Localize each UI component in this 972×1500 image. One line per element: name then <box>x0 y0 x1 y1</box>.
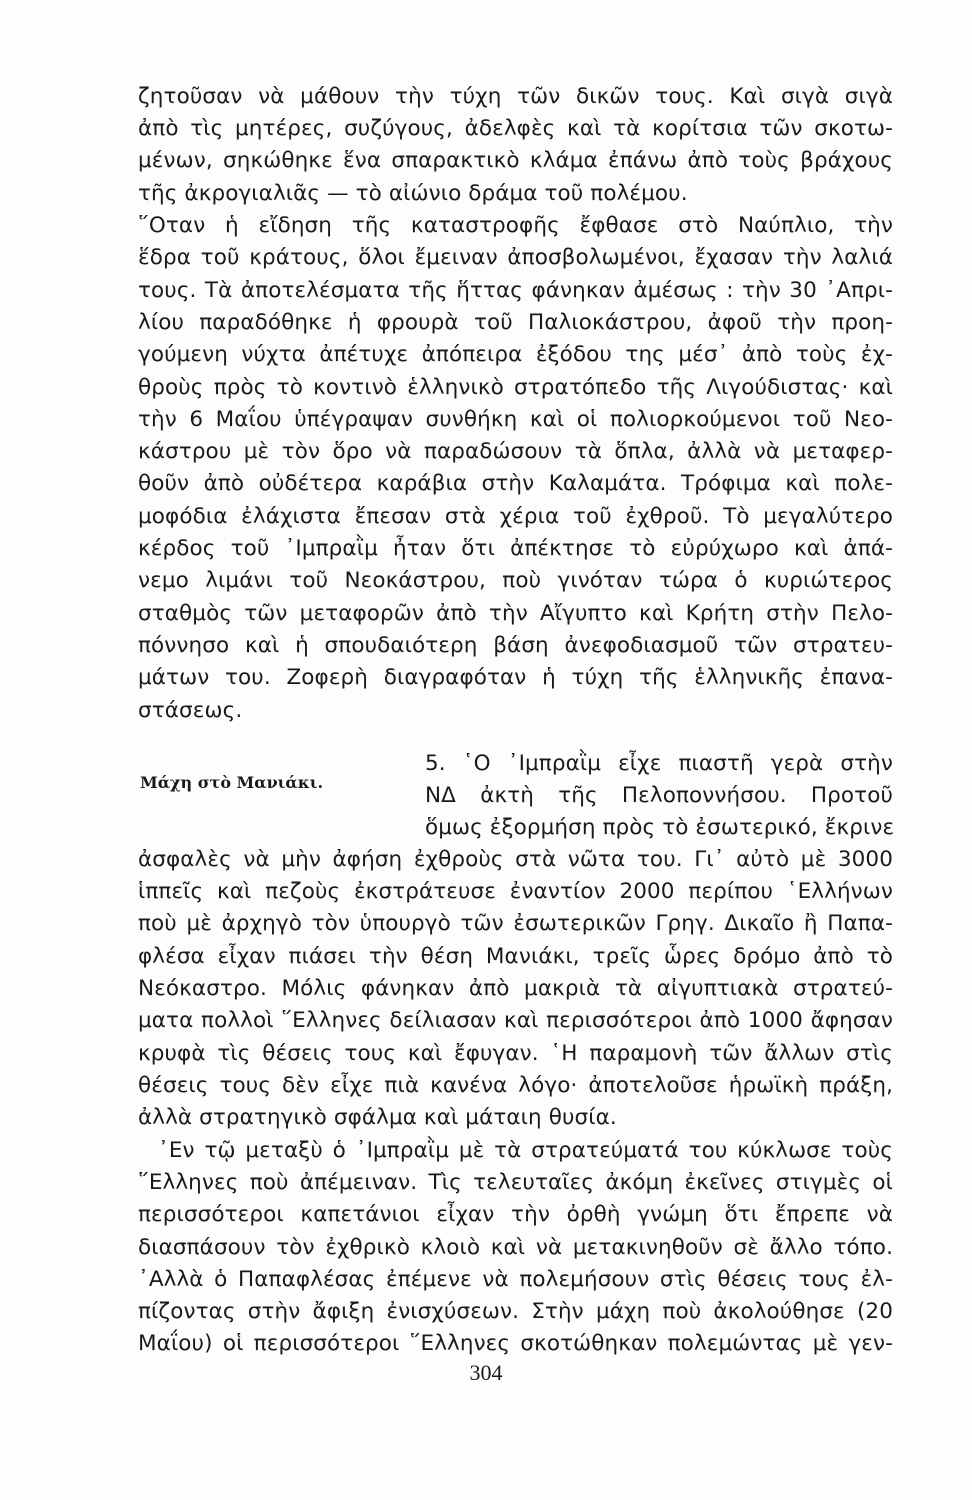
text-line: γούμενη νύχτα ἀπέτυχε ἀπόπειρα ἐξόδου της μέσ᾿ ἀπὸ τοὺς ἐχ- <box>138 342 893 367</box>
text-line: μοφόδια ἐλάχιστα ἔπεσαν στὰ χέρια τοῦ ἐχθροῦ. Τὸ μεγαλύτερο <box>138 504 893 529</box>
text-line: ἕδρα τοῦ κράτους, ὅλοι ἔμειναν ἀποσβολωμένοι, ἔχασαν τὴν λαλιά <box>138 245 893 270</box>
text-line: στάσεως. <box>138 698 243 723</box>
text-line: ἀλλὰ στρατηγικὸ σφάλμα καὶ μάταιη θυσία. <box>138 1105 617 1130</box>
side-heading: Μάχη στὸ Μανιάκι. <box>140 773 324 792</box>
text-line: ζητοῦσαν νὰ μάθουν τὴν τύχη τῶν δικῶν τους. Καὶ σιγὰ σιγὰ <box>138 84 893 109</box>
text-line: ῞Οταν ἡ εἴδηση τῆς καταστροφῆς ἔφθασε στὸ Ναύπλιο, τὴν <box>138 213 893 238</box>
text-line: κρυφὰ τὶς θέσεις τους καὶ ἔφυγαν. ῾Η παραμονὴ τῶν ἄλλων στὶς <box>138 1041 893 1066</box>
text-line: κέρδος τοῦ ᾿Ιμπραῒμ ἦταν ὅτι ἀπέκτησε τὸ εὐρύχωρο καὶ ἀπά- <box>138 536 893 561</box>
text-line: μάτων του. Ζοφερὴ διαγραφόταν ἡ τύχη τῆς ἑλληνικῆς ἐπανα- <box>138 665 893 690</box>
text-line: πόννησο καὶ ἡ σπουδαιότερη βάση ἀνεφοδιασμοῦ τῶν στρατευ- <box>138 633 893 658</box>
text-line: ματα πολλοὶ ῞Ελληνες δείλιασαν καὶ περισσότεροι ἀπὸ 1000 ἄφησαν <box>138 1008 893 1033</box>
section-line: ΝΔ ἀκτὴ τῆς Πελοποννήσου. Προτοῦ <box>425 783 893 808</box>
text-line: τους. Τὰ ἀποτελέσματα τῆς ἥττας φάνηκαν ἀμέσως : τὴν 30 ᾿Απρι- <box>138 278 893 303</box>
text-line: σταθμὸς τῶν μεταφορῶν ἀπὸ τὴν Αἴγυπτο καὶ Κρήτη στὴν Πελο- <box>138 601 893 626</box>
text-line: θοῦν ἀπὸ οὐδέτερα καράβια στὴν Καλαμάτα. Τρόφιμα καὶ πολε- <box>138 471 893 496</box>
text-line: ἱππεῖς καὶ πεζοὺς ἐκστράτευσε ἐναντίον 2000 περίπου ῾Ελλήνων <box>138 879 893 904</box>
text-line: ἀπὸ τὶς μητέρες, συζύγους, ἀδελφὲς καὶ τὰ κορίτσια τῶν σκοτω- <box>138 116 893 141</box>
text-line: θέσεις τους δὲν εἶχε πιὰ κανένα λόγο· ἀποτελοῦσε ἡρωϊκὴ πράξη, <box>138 1073 893 1098</box>
text-line: τῆς ἀκρογιαλιᾶς — τὸ αἰώνιο δράμα τοῦ πολέμου. <box>138 181 688 206</box>
section-line: 5. ῾Ο ᾿Ιμπραῒμ εἶχε πιαστῆ γερὰ στὴν <box>425 751 893 776</box>
text-line: μένων, σηκώθηκε ἕνα σπαρακτικὸ κλάμα ἐπάνω ἀπὸ τοὺς βράχους <box>138 148 893 173</box>
text-line: ποὺ μὲ ἀρχηγὸ τὸν ὑπουργὸ τῶν ἐσωτερικῶν Γρηγ. Δικαῖο ἢ Παπα- <box>138 911 893 936</box>
text-line: ᾿Αλλὰ ὁ Παπαφλέσας ἐπέμενε νὰ πολεμήσουν στὶς θέσεις τους ἐλ- <box>138 1267 893 1292</box>
text-line: Μαΐου) οἱ περισσότεροι ῞Ελληνες σκοτώθηκαν πολεμώντας μὲ γεν- <box>138 1331 893 1356</box>
text-line: ἀσφαλὲς νὰ μὴν ἀφήση ἐχθροὺς στὰ νῶτα του. Γι᾿ αὐτὸ μὲ 3000 <box>138 847 893 872</box>
text-line: νεμο λιμάνι τοῦ Νεοκάστρου, ποὺ γινόταν τώρα ὁ κυριώτερος <box>138 568 893 593</box>
text-line: ᾿Εν τῷ μεταξὺ ὁ ᾿Ιμπραῒμ μὲ τὰ στρατεύματά του κύκλωσε τοὺς <box>158 1138 893 1163</box>
page-number: 304 <box>469 1360 503 1385</box>
text-line: διασπάσουν τὸν ἐχθρικὸ κλοιὸ καὶ νὰ μετακινηθοῦν σὲ ἄλλο τόπο. <box>138 1235 893 1260</box>
text-line: θροὺς πρὸς τὸ κοντινὸ ἑλληνικὸ στρατόπεδο τῆς Λιγούδιστας· καὶ <box>138 375 893 400</box>
text-line: τὴν 6 Μαΐου ὑπέγραψαν συνθήκη καὶ οἱ πολιορκούμενοι τοῦ Νεο- <box>138 407 893 432</box>
text-line: ῞Ελληνες ποὺ ἀπέμειναν. Τὶς τελευταῖες ἀκόμη ἐκεῖνες στιγμὲς οἱ <box>138 1170 893 1195</box>
text-line: κάστρου μὲ τὸν ὅρο νὰ παραδώσουν τὰ ὅπλα, ἀλλὰ νὰ μεταφερ- <box>138 439 893 464</box>
text-line: φλέσα εἶχαν πιάσει τὴν θέση Μανιάκι, τρεῖς ὧρες δρόμο ἀπὸ τὸ <box>138 944 893 969</box>
text-line: πίζοντας στὴν ἄφιξη ἐνισχύσεων. Στὴν μάχη ποὺ ἀκολούθησε (20 <box>138 1299 893 1324</box>
section-line: ὅμως ἐξορμήση πρὸς τὸ ἐσωτερικό, ἔκρινε <box>425 815 895 840</box>
text-line: λίου παραδόθηκε ἡ φρουρὰ τοῦ Παλιοκάστρου, ἀφοῦ τὴν προη- <box>138 310 893 335</box>
text-line: περισσότεροι καπετάνιοι εἶχαν τὴν ὀρθὴ γνώμη ὅτι ἔπρεπε νὰ <box>138 1202 893 1227</box>
text-line: Νεόκαστρο. Μόλις φάνηκαν ἀπὸ μακριὰ τὰ αἰγυπτιακὰ στρατεύ- <box>138 976 893 1001</box>
